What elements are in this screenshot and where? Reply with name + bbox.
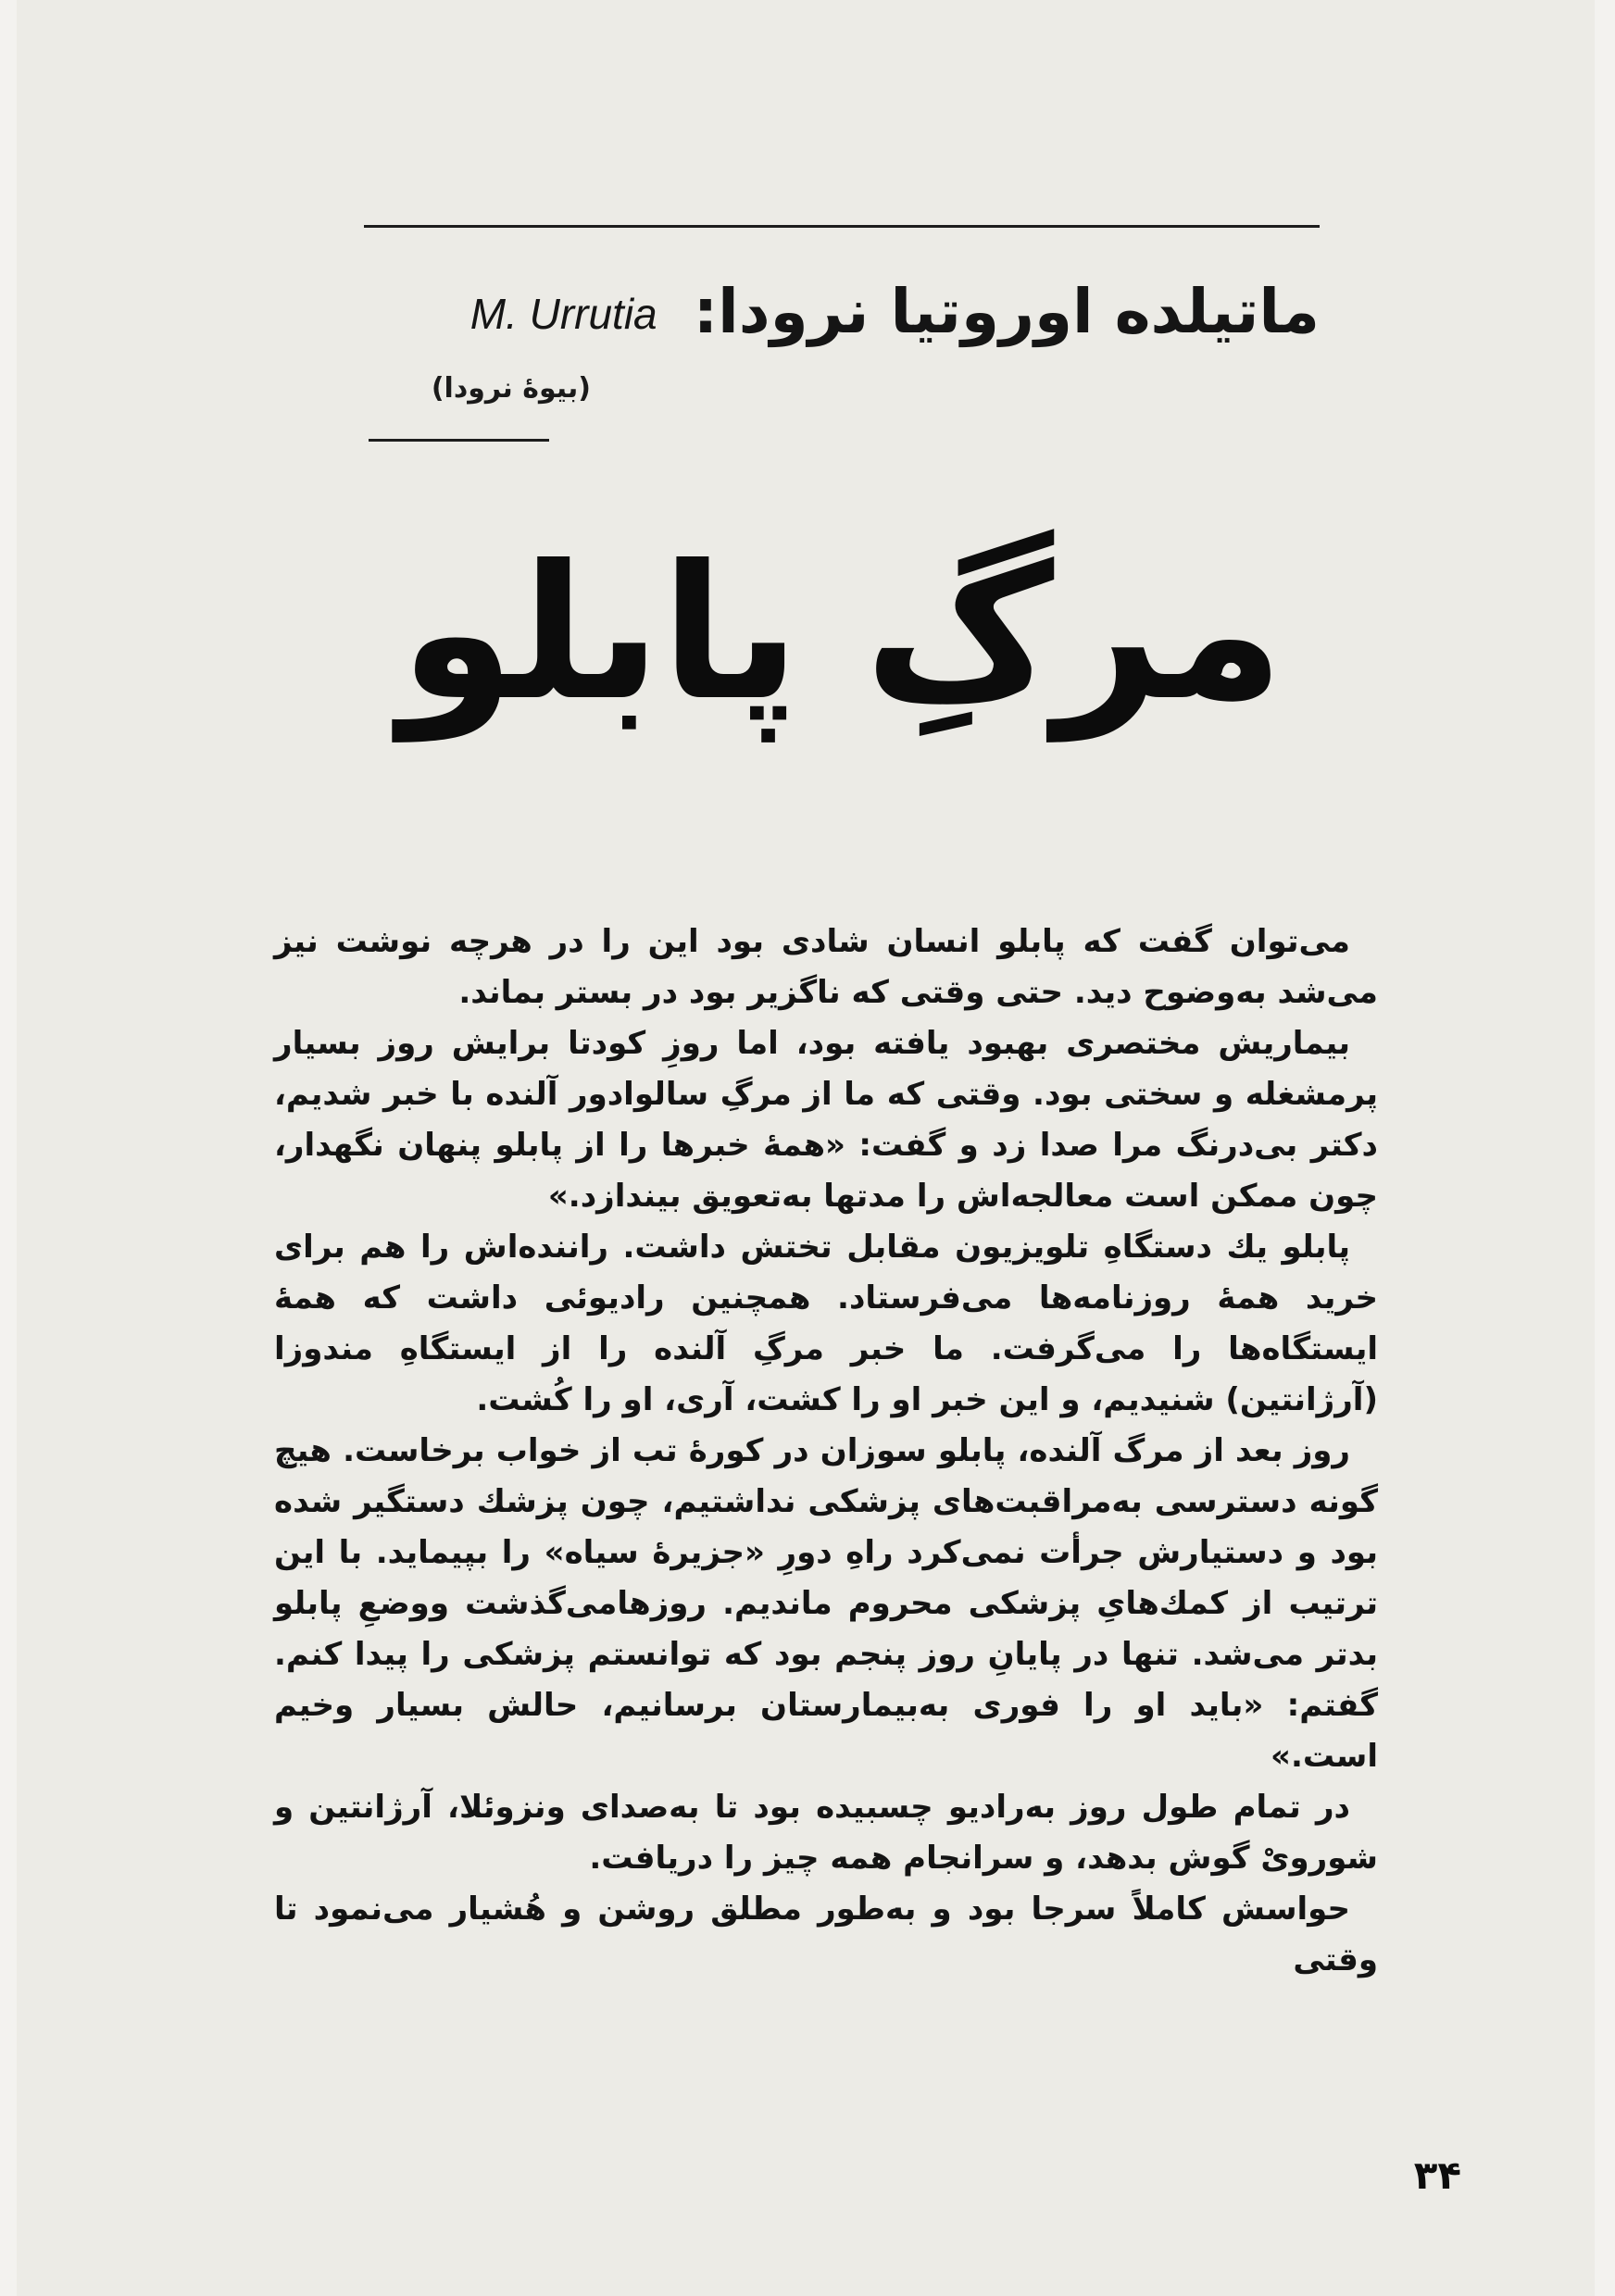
paragraph: بیماریش مختصری بهبود یافته بود، اما روزِ کودتا برایش روز بسیار پرمشغله و سختی بود. وقتی که ما از مرگِ سالوادور آلنده با خبر شدیم، دکتر بی‌درنگ مرا صدا زد و گفت: «همهٔ خبرها را از پابلو پنهان نگهدار، چون ممکن است معالجه‌اش را مدتها به‌تعویق بیندازد.» — [274, 1025, 1378, 1215]
paragraph: در تمام طول روز به‌رادیو چسبیده بود تا به‌صدای ونزوئلا، آرژانتین و شورویْ گوش بدهد، و سرانجام همه چیز را دریافت. — [274, 1789, 1378, 1877]
page — [17, 0, 1595, 2296]
paragraph: حواسش کاملاً سرجا بود و به‌طور مطلق روشن و هُشیار می‌نمود تا وقتی — [274, 1890, 1378, 1978]
page-number: ۳۴ — [1413, 2152, 1461, 2198]
article-body — [274, 917, 1378, 1986]
author-latin-name: M. Urrutia — [469, 290, 657, 338]
author-name: ماتیلده اوروتیا نرودا: — [693, 276, 1320, 347]
header-rule — [364, 225, 1320, 228]
paragraph: پابلو یك دستگاهِ تلویزیون مقابل تختش داشت. راننده‌اش را هم برای خرید همهٔ روزنامه‌ها می‌فرستاد. همچنین رادیوئی داشت که همهٔ ایستگاه‌ها را می‌گرفت. ما خبر مرگِ آلنده را از ایستگاهِ مندوزا (آرژانتین) شنیدیم، و این خبر او را کشت، آری، او را کُشت. — [274, 1229, 1378, 1418]
paragraph: می‌توان گفت که پابلو انسان شادی بود این را در هرچه نوشت نیز می‌شد به‌وضوح دید. حتی وقتی که ناگزیر بود در بستر بماند. — [274, 923, 1378, 1011]
article-title: مرگِ پابلو — [399, 526, 1284, 742]
subtitle-rule — [369, 439, 549, 442]
paragraph: روز بعد از مرگ آلنده، پابلو سوزان در کورهٔ تب از خواب برخاست. هیچ گونه دسترسی به‌مراقبت‌های پزشکی نداشتیم، چون پزشك دستگیر شده بود و دستیارش جرأت نمی‌کرد راهِ دورِ «جزیرهٔ سیاه» را بپیماید. با این ترتیب از کمك‌هایِ پزشکی محروم ماندیم. روزهامی‌گذشت ووضعِ پابلو بدتر می‌شد. تنها در پایانِ روز پنجم بود که توانستم پزشکی را پیدا کنم. گفتم: «باید او را فوری به‌بیمارستان برسانیم، حالش بسیار وخیم است.» — [274, 1432, 1378, 1775]
author-line — [364, 261, 1320, 363]
author-subtitle: (بیوهٔ نرودا) — [431, 372, 591, 405]
